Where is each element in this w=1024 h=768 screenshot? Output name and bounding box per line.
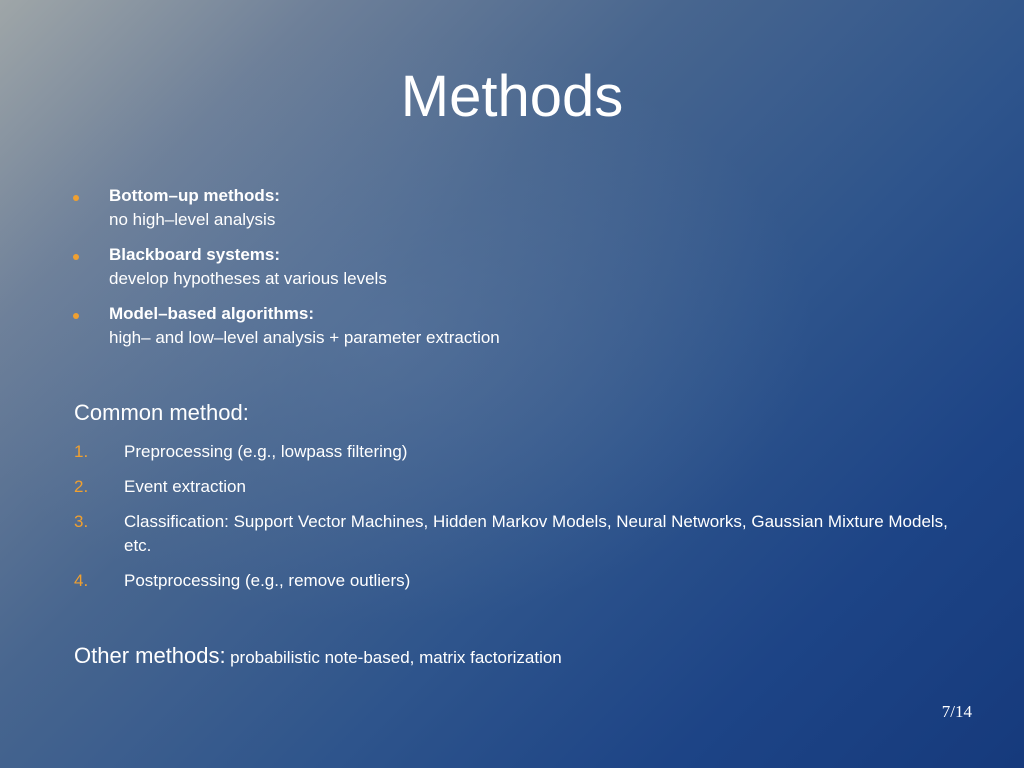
step-text: Postprocessing (e.g., remove outliers) bbox=[124, 571, 411, 590]
bullet-heading: Blackboard systems: bbox=[109, 245, 281, 264]
bullet-text: high– and low–level analysis + parameter extraction bbox=[109, 328, 500, 347]
step-number: 3. bbox=[74, 512, 89, 531]
bullet-item-blackboard bbox=[72, 243, 972, 291]
step-number: 4. bbox=[74, 571, 89, 590]
step-text: Event extraction bbox=[124, 477, 246, 496]
page-number: 7/14 bbox=[941, 702, 972, 721]
step-number: 2. bbox=[74, 477, 89, 496]
step-number: 1. bbox=[74, 442, 89, 461]
bullet-dot-icon bbox=[73, 313, 79, 319]
bullet-heading: Bottom–up methods: bbox=[109, 186, 280, 205]
bullet-heading: Model–based algorithms: bbox=[109, 304, 314, 323]
bullet-dot-icon bbox=[73, 195, 79, 201]
step-text: Preprocessing (e.g., lowpass filtering) bbox=[124, 442, 408, 461]
bullet-item-model-based bbox=[72, 302, 972, 350]
other-methods-text: probabilistic note-based, matrix factorization bbox=[230, 648, 562, 667]
slide-title: Methods bbox=[400, 64, 624, 129]
step-item bbox=[74, 475, 974, 499]
common-method-heading: Common method: bbox=[74, 400, 249, 425]
bullet-text: no high–level analysis bbox=[109, 210, 276, 229]
method-bullets bbox=[72, 184, 972, 361]
step-item bbox=[74, 569, 974, 593]
step-item bbox=[74, 440, 974, 464]
step-text: Classification: Support Vector Machines, Hidden Markov Models, Neural Networks, Gaussian Mixture Models, etc. bbox=[124, 512, 948, 555]
bullet-item-bottom-up bbox=[72, 184, 972, 232]
bullet-text: develop hypotheses at various levels bbox=[109, 269, 387, 288]
step-item bbox=[74, 510, 974, 558]
bullet-dot-icon bbox=[73, 254, 79, 260]
other-methods-label: Other methods: bbox=[74, 643, 226, 668]
other-methods bbox=[74, 643, 562, 669]
common-method-steps bbox=[74, 440, 974, 604]
